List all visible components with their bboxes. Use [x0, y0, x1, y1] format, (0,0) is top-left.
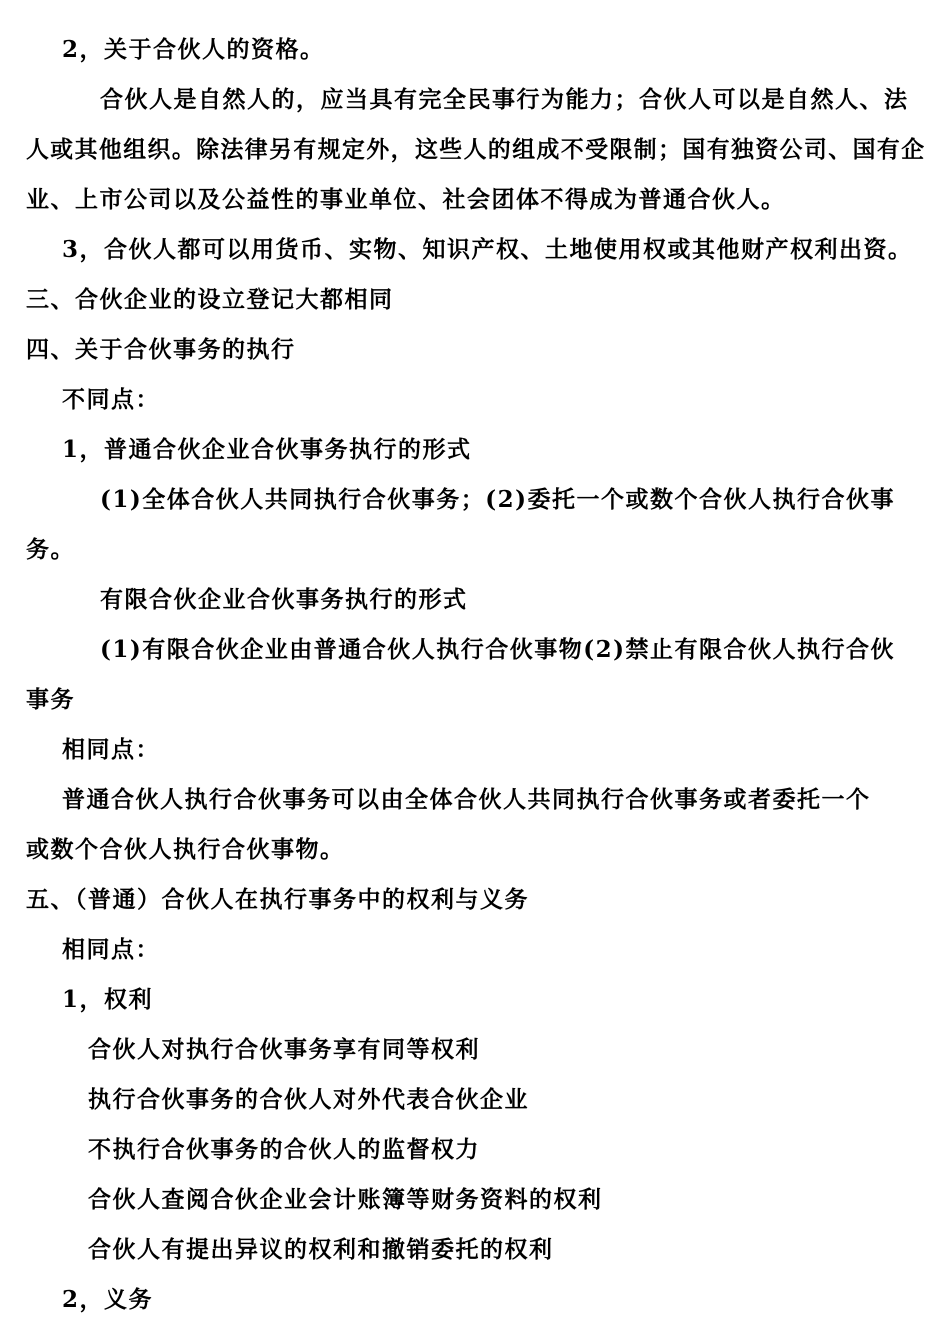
rights-item: 合伙人对执行合伙事务享有同等权利 — [88, 1036, 480, 1063]
obligations-heading: 2，义务 — [62, 1286, 154, 1313]
text-line: 人或其他组织。除法律另有规定外，这些人的组成不受限制；国有独资公司、国有企 — [26, 136, 926, 163]
limited-partnership-heading: 有限合伙企业合伙事务执行的形式 — [100, 586, 468, 613]
differences-label: 不同点： — [62, 386, 160, 413]
rights-heading: 1，权利 — [62, 986, 154, 1013]
text-line: 务。 — [26, 536, 75, 563]
text-line: (1)有限合伙企业由普通合伙人执行合伙事物(2)禁止有限合伙人执行合伙 — [100, 636, 896, 663]
rights-item: 合伙人查阅合伙企业会计账簿等财务资料的权利 — [88, 1186, 603, 1213]
section-heading-5: 五、（普通）合伙人在执行事务中的权利与义务 — [26, 886, 529, 913]
text-line: 或数个合伙人执行合伙事物。 — [26, 836, 345, 863]
text-line: 普通合伙人执行合伙事务可以由全体合伙人共同执行合伙事务或者委托一个 — [62, 786, 871, 813]
similarities-label: 相同点： — [62, 936, 160, 963]
text-line: 业、上市公司以及公益性的事业单位、社会团体不得成为普通合伙人。 — [26, 186, 786, 213]
rights-item: 执行合伙事务的合伙人对外代表合伙企业 — [88, 1086, 529, 1113]
partner-qualification-heading: 2，关于合伙人的资格。 — [62, 36, 325, 63]
text-line: (1)全体合伙人共同执行合伙事务；(2)委托一个或数个合伙人执行合伙事 — [100, 486, 896, 513]
section-heading-3: 三、合伙企业的设立登记大都相同 — [26, 286, 394, 313]
rights-item: 合伙人有提出异议的权利和撤销委托的权利 — [88, 1236, 554, 1263]
text-line: 合伙人是自然人的，应当具有完全民事行为能力；合伙人可以是自然人、法 — [100, 86, 909, 113]
rights-item: 不执行合伙事务的合伙人的监督权力 — [88, 1136, 480, 1163]
contribution-heading: 3，合伙人都可以用货币、实物、知识产权、土地使用权或其他财产权利出资。 — [62, 236, 913, 263]
section-heading-4: 四、关于合伙事务的执行 — [26, 336, 296, 363]
general-partnership-heading: 1，普通合伙企业合伙事务执行的形式 — [62, 436, 472, 463]
similarities-label: 相同点： — [62, 736, 160, 763]
text-line: 事务 — [26, 686, 75, 713]
